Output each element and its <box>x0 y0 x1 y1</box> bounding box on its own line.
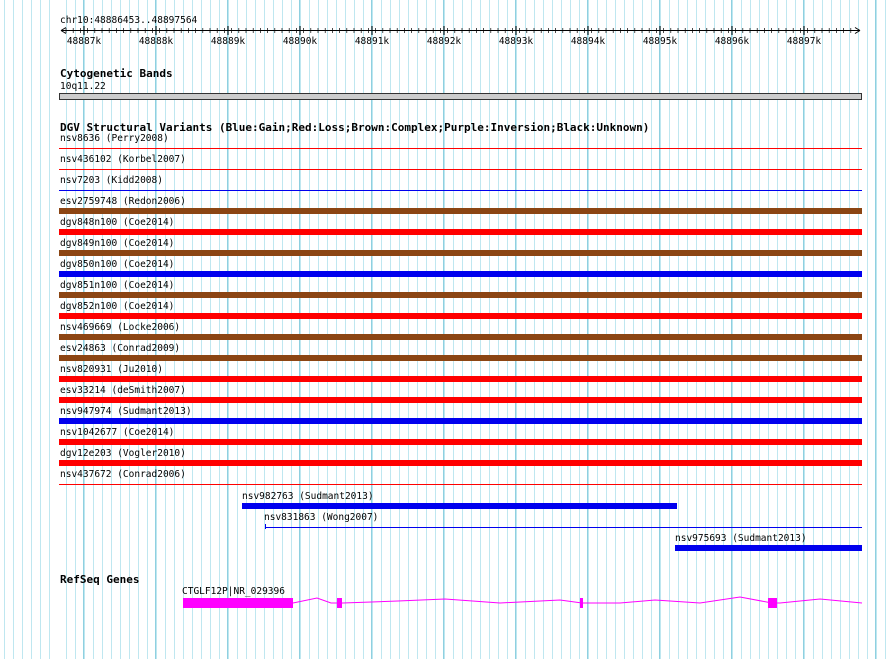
gene-exon[interactable] <box>768 598 777 608</box>
dgv-feature-label[interactable]: nsv7203 (Kidd2008) <box>60 175 163 186</box>
dgv-feature-label[interactable]: esv24863 (Conrad2009) <box>60 343 181 354</box>
ruler-tick-label: 48887k <box>66 36 102 47</box>
ruler-location: chr10:48886453..48897564 <box>60 15 198 26</box>
dgv-feature-label[interactable]: nsv982763 (Sudmant2013) <box>242 491 374 502</box>
dgv-feature-label[interactable]: dgv848n100 (Coe2014) <box>60 217 175 228</box>
dgv-feature-label[interactable]: dgv849n100 (Coe2014) <box>60 238 175 249</box>
gene-exon[interactable] <box>183 598 293 608</box>
ruler-tick-label: 48890k <box>282 36 318 47</box>
dgv-feature-label[interactable]: nsv469669 (Locke2006) <box>60 322 181 333</box>
cytoband-label: 10q11.22 <box>60 81 106 92</box>
refseq-track-title[interactable]: RefSeq Genes <box>60 573 140 586</box>
ruler-tick-label: 48893k <box>498 36 534 47</box>
dgv-feature-label[interactable]: nsv820931 (Ju2010) <box>60 364 163 375</box>
ruler-tick-label: 48888k <box>138 36 174 47</box>
ruler-tick-label: 48892k <box>426 36 462 47</box>
dgv-feature-label[interactable]: nsv1042677 (Coe2014) <box>60 427 175 438</box>
ruler-tick-label: 48897k <box>786 36 822 47</box>
gene-exon[interactable] <box>580 598 583 608</box>
dgv-feature-label[interactable]: dgv851n100 (Coe2014) <box>60 280 175 291</box>
cytoband-track-title[interactable]: Cytogenetic Bands <box>60 67 173 80</box>
dgv-feature-label[interactable]: dgv12e203 (Vogler2010) <box>60 448 186 459</box>
dgv-feature-label[interactable]: esv33214 (deSmith2007) <box>60 385 186 396</box>
dgv-feature-label[interactable]: nsv831863 (Wong2007) <box>264 512 379 523</box>
dgv-feature-label[interactable]: nsv947974 (Sudmant2013) <box>60 406 192 417</box>
dgv-feature-label[interactable]: nsv437672 (Conrad2006) <box>60 469 186 480</box>
dgv-feature-label[interactable]: nsv8636 (Perry2008) <box>60 133 169 144</box>
ruler-tick-label: 48889k <box>210 36 246 47</box>
ruler-tick-label: 48894k <box>570 36 606 47</box>
dgv-feature-label[interactable]: nsv975693 (Sudmant2013) <box>675 533 807 544</box>
dgv-feature-label[interactable]: dgv850n100 (Coe2014) <box>60 259 175 270</box>
gene-label[interactable]: CTGLF12P|NR_029396 <box>182 586 285 597</box>
dgv-feature-label[interactable]: nsv436102 (Korbel2007) <box>60 154 186 165</box>
dgv-track-title[interactable]: DGV Structural Variants (Blue:Gain;Red:Loss;Brown:Complex;Purple:Inversion;Black:Unknown) <box>60 121 650 134</box>
dgv-feature-label[interactable]: esv2759748 (Redon2006) <box>60 196 186 207</box>
gene-exon[interactable] <box>337 598 342 608</box>
ruler-tick-label: 48895k <box>642 36 678 47</box>
ruler-tick-label: 48891k <box>354 36 390 47</box>
ruler-tick-label: 48896k <box>714 36 750 47</box>
dgv-feature-label[interactable]: dgv852n100 (Coe2014) <box>60 301 175 312</box>
